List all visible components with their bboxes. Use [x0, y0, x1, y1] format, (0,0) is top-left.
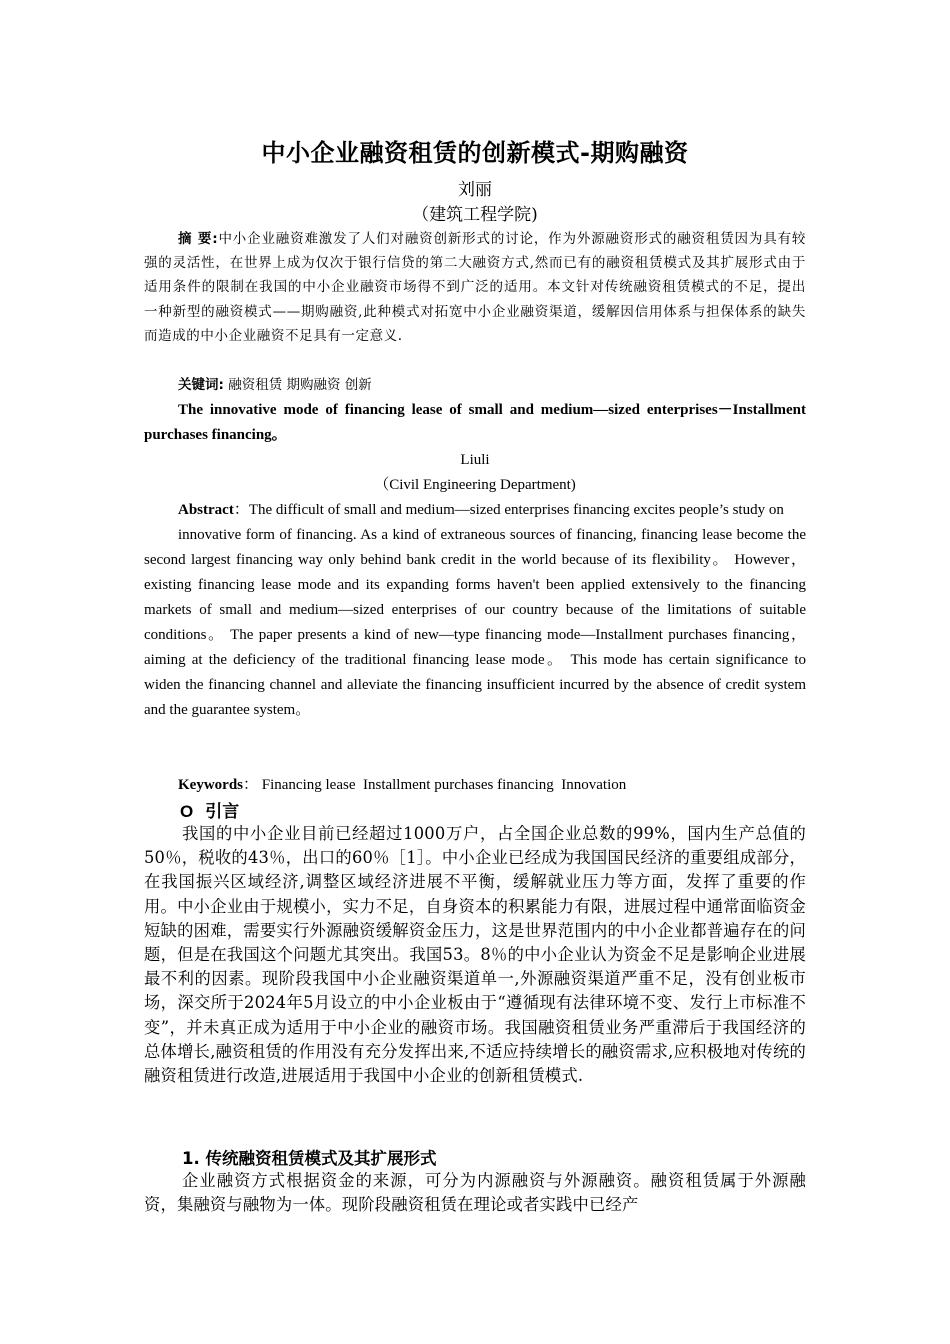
keywords-cn-text: 融资租赁 期购融资 创新	[228, 377, 372, 393]
paper-title-en: The innovative mode of financing lease of small and medium—sized enterprises－Installment purchases financing。	[144, 402, 806, 443]
section-1-paragraph: 企业融资方式根据资金的来源，可分为内源融资与外源融资。融资租赁属于外源融资，集融资与融物为一体。现阶段融资租赁在理论或者实践中已经产	[144, 1171, 806, 1215]
abstract-cn	[144, 227, 806, 348]
section-number-intro: O	[180, 802, 194, 821]
keywords-cn-label: 关键词:	[178, 377, 224, 393]
section-heading-1: 1. 传统融资租赁模式及其扩展形式	[182, 1149, 437, 1168]
keywords-cn	[144, 373, 806, 397]
abstract-en-line1: The difficult of small and medium—sized enterprises financing excites people’s study on	[248, 502, 784, 518]
keywords-en-text: Financing lease Installment purchases financing Innovation	[258, 777, 627, 793]
abstract-en	[144, 498, 806, 723]
abstract-en-sep: ：	[233, 502, 249, 518]
abstract-cn-text: 中小企业融资难激发了人们对融资创新形式的讨论，作为外源融资形式的融资租赁因为具有较强的灵活性，在世界上成为仅次于银行信贷的第二大融资方式,然而已有的融资租赁模式及其扩展形式由于适用条件的限制在我国的中小企业融资市场得不到广泛的适用。本文针对传统融资租赁模式的不足，提出一种新型的融资模式——期购融资,此种模式对拓宽中小企业融资渠道，缓解因信用体系与担保体系的缺失而造成的中小企业融资不足具有一定意义.	[144, 231, 806, 344]
author-name-cn: 刘丽	[458, 180, 492, 200]
section-heading-intro	[180, 797, 239, 822]
keywords-en-label: Keywords	[178, 777, 243, 793]
abstract-en-label: Abstract	[178, 502, 234, 518]
affiliation-en: （Civil Engineering Department)	[374, 477, 576, 493]
intro-paragraph: 我国的中小企业目前已经超过1000万户，占全国企业总数的99%，国内生产总值的50％，税收的43％，出口的60％［1］。中小企业已经成为我国国民经济的重要组成部分，在我国振兴区域经济,调整区域经济进展不平衡，缓解就业压力等方面，发挥了重要的作用。中小企业由于规模小，实力不足，自身资本的积累能力有限，进展过程中通常面临资金短缺的困难，需要实行外源融资缓解资金压力，这是世界范围内的中小企业都普遍存在的问题，但是在我国这个问题尤其突出。我国53。8％的中小企业认为资金不足是影响企业进展最不利的因素。现阶段我国中小企业融资渠道单一,外源融资渠道严重不足，没有创业板市场，深交所于2024年5月设立的中小企业板由于“遵循现有法律环境不变、发行上市标准不变”，并未真正成为适用于中小企业的融资市场。我国融资租赁业务严重滞后于我国经济的总体增长,融资租赁的作用没有充分发挥出来,不适应持续增长的融资需求,应积极地对传统的融资租赁进行改造,进展适用于我国中小企业的创新租赁模式.	[144, 824, 806, 1086]
keywords-en-sep: ：	[243, 777, 259, 793]
abstract-en-first-line	[144, 498, 806, 523]
affiliation-cn: （建筑工程学院)	[412, 205, 538, 225]
abstract-en-text: innovative form of financing. As a kind of extraneous sources of financing, financing lease become the second largest financing way only behind bank credit in the world because of its flexibility。 However， existing financing lease mode and its expanding forms haven't been applied extensively to the financing markets of small and medium—sized enterprises of our country because of the limitations of suitable conditions。 The paper presents a kind of new—type financing mode—Installment purchases financing， aiming at the deficiency of the traditional financing lease mode。 This mode has certain significance to widen the financing channel and alleviate the financing insufficient incurred by the absence of credit system and the guarantee system。	[144, 527, 806, 718]
section-title-intro: 引言	[205, 802, 240, 822]
abstract-cn-label: 摘 要:	[178, 231, 219, 247]
author-name-en: Liuli	[460, 452, 490, 468]
paper-title: 中小企业融资租赁的创新模式-期购融资	[261, 139, 689, 167]
keywords-en	[144, 773, 806, 798]
